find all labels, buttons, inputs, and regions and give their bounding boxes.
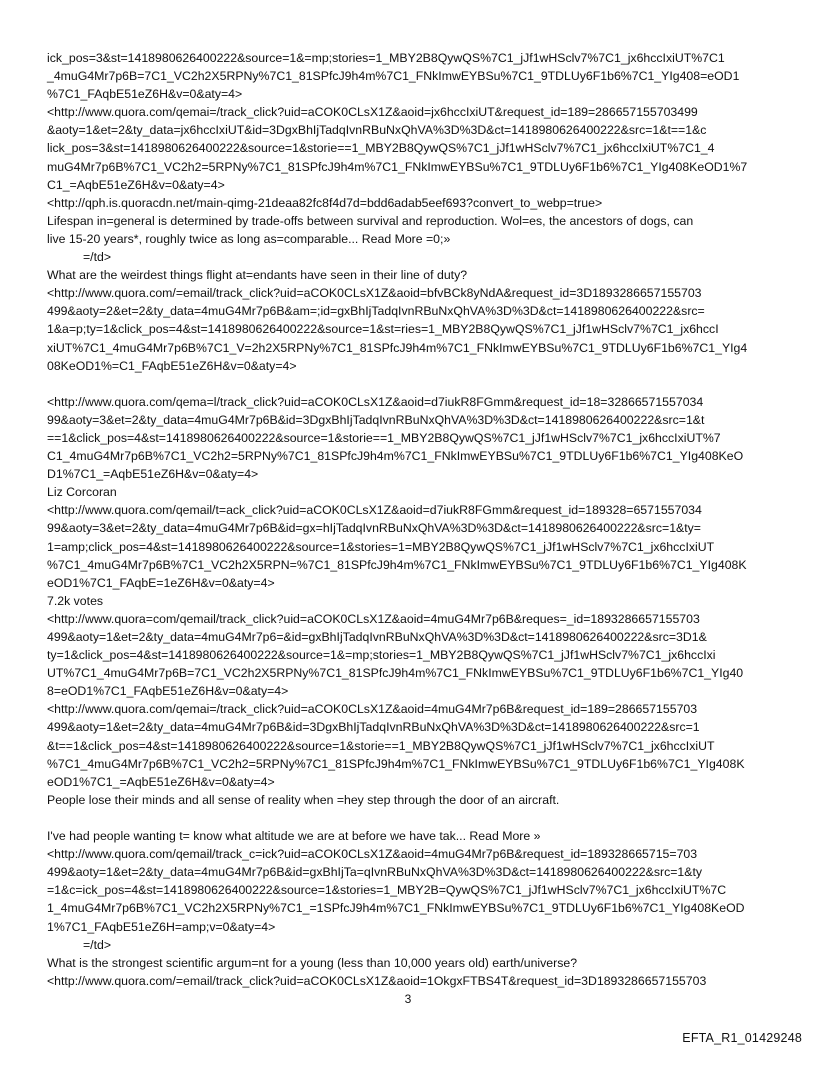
text-line: 1_4muG4Mr7p6B%7C1_VC2h2X5RPNy%7C1_=1SPfcJ9h4m%7C1_FNkImwEYBSu%7C1_9TDLUy6F1b6%7C1_YIg408KeOD <box>47 901 745 916</box>
text-line: What are the weirdest things flight at=endants have seen in their line of duty? <box>47 268 468 283</box>
text-line: %7C1_FAqbE51eZ6H&v=0&aty=4> <box>47 87 243 102</box>
text-line: <http://www.quora.com/=email/track_click?uid=aCOK0CLsX1Z&aoid=1OkgxFTBS4T&request_id=3D1893286657155703 <box>47 973 707 988</box>
text-line: %7C1_4muG4Mr7p6B%7C1_VC2h2X5RPN=%7C1_81SPfcJ9h4m%7C1_FNkImwEYBSu%7C1_9TDLUy6F1b6%7C1_YIg408K <box>47 557 747 572</box>
text-line: <http://www.quora.com/qemai=/track_click?uid=aCOK0CLsX1Z&aoid=4muG4Mr7p6B&request_id=189=286657155703 <box>47 702 698 717</box>
blank-line <box>47 809 777 827</box>
text-line: ick_pos=3&st=1418980626400222&source=1&=mp;stories=1_MBY2B8QywQS%7C1_jJf1wHSclv7%7C1_jx6hccIxiUT%7C1 <box>47 51 725 65</box>
text-line: Lifespan in=general is determined by trade-offs between survival and reproduction. Wol=es, the ancestors of dogs, can <box>47 213 694 228</box>
text-line: lick_pos=3&st=1418980626400222&source=1&storie==1_MBY2B8QywQS%7C1_jJf1wHSclv7%7C1_jx6hccIxiUT%7C1_4 <box>47 141 715 156</box>
document-id-footer: EFTA_R1_01429248 <box>682 1031 802 1045</box>
text-line: People lose their minds and all sense of reality when =hey step through the door of an aircraft. <box>47 792 560 807</box>
text-line: 499&aoty=1&et=2&ty_data=4muG4Mr7p6=&id=gxBhIjTadqIvnRBuNxQhVA%3D%3D&ct=1418980626400222&src=3D1& <box>47 630 707 644</box>
text-line: ty=1&click_pos=4&st=1418980626400222&source=1&=mp;stories=1_MBY2B8QywQS%7C1_jJf1wHSclv7%7C1_jx6hccIxi <box>47 648 716 663</box>
text-line: =/td> <box>83 250 112 265</box>
text-line: =1&c=ick_pos=4&st=1418980626400222&source=1&stories=1_MBY2B=QywQS%7C1_jJf1wHSclv7%7C1_jx6hccIxiUT%7C <box>47 883 727 898</box>
text-line: ==1&click_pos=4&st=1418980626400222&source=1&storie==1_MBY2B8QywQS%7C1_jJf1wHSclv7%7C1_jx6hccIxiUT%7 <box>47 430 721 445</box>
text-line: D1%7C1_=AqbE51eZ6H&v=0&aty=4> <box>47 467 259 482</box>
text-line: 1=amp;click_pos=4&st=1418980626400222&source=1&stories=1=MBY2B8QywQS%7C1_jJf1wHSclv7%7C1_jx6hccIxiUT <box>47 539 715 554</box>
text-line: C1_=AqbE51eZ6H&v=0&aty=4> <box>47 177 225 192</box>
text-line: 99&aoty=3&et=2&ty_data=4muG4Mr7p6B&id=gx=hIjTadqIvnRBuNxQhVA%3D%3D&ct=1418980626400222&src=1&ty= <box>47 521 701 536</box>
text-line: <http://www.quora.com/qema=l/track_click?uid=aCOK0CLsX1Z&aoid=d7iukR8FGmm&request_id=18=32866571557034 <box>47 394 704 409</box>
text-line: _4muG4Mr7p6B=7C1_VC2h2X5RPNy%7C1_81SPfcJ9h4m%7C1_FNkImwEYBSu%7C1_9TDLUy6F1b6%7C1_YIg408=eOD1 <box>47 69 740 84</box>
text-line: 499&aoty=1&et=2&ty_data=4muG4Mr7p6B&id=3DgxBhIjTadqIvnRBuNxQhVA%3D%3D&ct=1418980626400222&src=1 <box>47 720 700 735</box>
text-line: muG4Mr7p6B%7C1_VC2h2=5RPNy%7C1_81SPfcJ9h4m%7C1_FNkImwEYBSu%7C1_9TDLUy6F1b6%7C1_YIg408KeOD1%7 <box>47 159 748 174</box>
text-line: %7C1_4muG4Mr7p6B%7C1_VC2h2=5RPNy%7C1_81SPfcJ9h4m%7C1_FNkImwEYBSu%7C1_9TDLUy6F1b6%7C1_YIg408K <box>47 756 745 771</box>
text-line: eOD1%7C1_=AqbE51eZ6H&v=0&aty=4> <box>47 774 275 789</box>
text-line: 499&aoty=2&et=2&ty_data=4muG4Mr7p6B&am=;id=gxBhIjTadqIvnRBuNxQhVA%3D%3D&ct=1418980626400222&src= <box>47 304 705 319</box>
text-line: <http://www.quora.com/qemai=/track_click?uid=aCOK0CLsX1Z&aoid=jx6hccIxiUT&request_id=189=286657155703499 <box>47 105 698 120</box>
text-line: <http://www.quora.com/qemail/track_c=ick?uid=aCOK0CLsX1Z&aoid=4muG4Mr7p6B&request_id=189328665715=703 <box>47 847 698 862</box>
text-line: xiUT%7C1_4muG4Mr7p6B%7C1_V=2h2X5RPNy%7C1_81SPfcJ9h4m%7C1_FNkImwEYBSu%7C1_9TDLUy6F1b6%7C1_YIg4 <box>47 340 748 355</box>
text-line: &aoty=1&et=2&ty_data=jx6hccIxiUT&id=3DgxBhIjTadqIvnRBuNxQhVA%3D%3D&ct=1418980626400222&src=1&t==1&c <box>47 123 707 138</box>
text-line: <http://www.quora=com/qemail/track_click?uid=aCOK0CLsX1Z&aoid=4muG4Mr7p6B&reques=_id=1893286657155703 <box>47 611 700 626</box>
text-line: <http://qph.is.quoracdn.net/main-qimg-21deaa82fc8f4d7d=bdd6adab5eef693?convert_to_webp=true> <box>47 195 603 210</box>
blank-line <box>47 375 777 393</box>
text-line: eOD1%7C1_FAqbE=1eZ6H&v=0&aty=4> <box>47 575 275 590</box>
text-line: 08KeOD1%=C1_FAqbE51eZ6H&v=0&aty=4> <box>47 358 297 373</box>
email-body-text <box>47 49 777 990</box>
text-line: I've had people wanting t= know what altitude we are at before we have tak... Read More » <box>47 829 541 844</box>
text-line: 1%7C1_FAqbE51eZ6H=amp;v=0&aty=4> <box>47 919 276 934</box>
text-line: Liz Corcoran <box>47 485 117 500</box>
text-line: <http://www.quora.com/=email/track_click?uid=aCOK0CLsX1Z&aoid=bfvBCk8yNdA&request_id=3D1893286657155703 <box>47 286 702 301</box>
text-line: 8=eOD1%7C1_FAqbE51eZ6H&v=0&aty=4> <box>47 684 289 699</box>
text-line: &t==1&click_pos=4&st=1418980626400222&source=1&storie==1_MBY2B8QywQS%7C1_jJf1wHSclv7%7C1_jx6hccIxiUT <box>47 738 715 753</box>
text-line: <http://www.quora.com/qemail/t=ack_click?uid=aCOK0CLsX1Z&aoid=d7iukR8FGmm&request_id=189328=6571557034 <box>47 503 702 518</box>
text-line: =/td> <box>83 937 112 952</box>
text-line: 1&a=p;ty=1&click_pos=4&st=1418980626400222&source=1&st=ries=1_MBY2B8QywQS%7C1_jJf1wHSclv7%7C1_jx6hccI <box>47 322 719 337</box>
text-line: C1_4muG4Mr7p6B%7C1_VC2h2=5RPNy%7C1_81SPfcJ9h4m%7C1_FNkImwEYBSu%7C1_9TDLUy6F1b6%7C1_YIg408KeO <box>47 449 744 464</box>
text-line: UT%7C1_4muG4Mr7p6B=7C1_VC2h2X5RPNy%7C1_81SPfcJ9h4m%7C1_FNkImwEYBSu%7C1_9TDLUy6F1b6%7C1_YIg40 <box>47 666 744 681</box>
text-line: live 15-20 years*, roughly twice as long as=comparable... Read More =0;» <box>47 231 451 246</box>
page-number: 3 <box>404 992 412 1006</box>
text-line: 7.2k votes <box>47 593 104 608</box>
text-line: What is the strongest scientific argum=nt for a young (less than 10,000 years old) earth/universe? <box>47 955 578 970</box>
text-line: 499&aoty=1&et=2&ty_data=4muG4Mr7p6B&id=gxBhIjTa=qIvnRBuNxQhVA%3D%3D&ct=1418980626400222&src=1&ty <box>47 865 703 880</box>
text-line: 99&aoty=3&et=2&ty_data=4muG4Mr7p6B&id=3DgxBhIjTadqIvnRBuNxQhVA%3D%3D&ct=1418980626400222&src=1&t <box>47 412 705 427</box>
